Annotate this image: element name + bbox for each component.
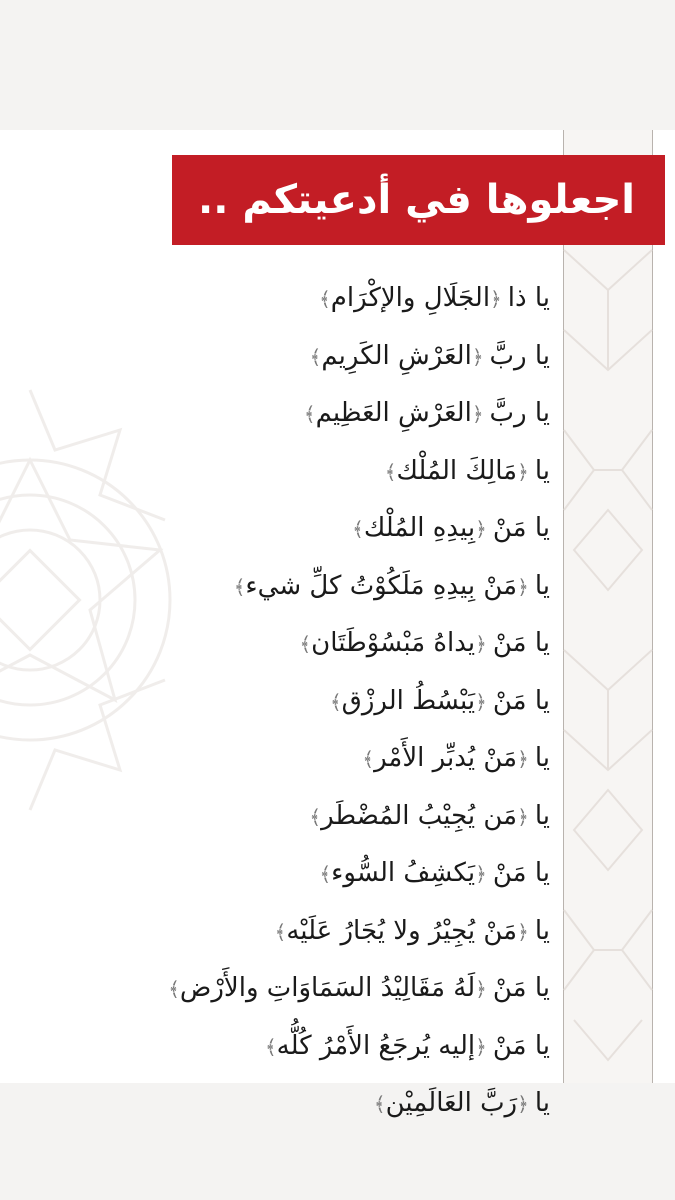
ornate-bracket-open-icon: ﴿ bbox=[475, 862, 487, 886]
supplication-prefix: يا ربَّ bbox=[489, 398, 550, 428]
supplication-phrase: العَرْشِ العَظِيم bbox=[315, 398, 472, 428]
supplication-phrase: يداهُ مَبْسُوْطَتَان bbox=[311, 628, 476, 658]
ornate-bracket-open-icon: ﴿ bbox=[490, 287, 502, 311]
supplication-phrase: إليه يُرجَعُ الأَمْرُ كُلُّه bbox=[276, 1030, 476, 1061]
ornate-bracket-open-icon: ﴿ bbox=[475, 1034, 487, 1059]
supplication-prefix: يا bbox=[534, 570, 550, 601]
supplication-prefix: يا bbox=[534, 1088, 550, 1118]
supplication-prefix: يا مَنْ bbox=[492, 685, 550, 716]
supplication-phrase: الجَلَالِ والإكْرَام bbox=[330, 283, 491, 313]
ornate-bracket-close-icon: ﴾ bbox=[274, 919, 287, 944]
supplication-prefix: يا bbox=[534, 743, 550, 773]
ornate-bracket-close-icon: ﴾ bbox=[319, 862, 332, 886]
supplication-line bbox=[100, 1075, 550, 1133]
ornate-bracket-close-icon: ﴾ bbox=[373, 1092, 386, 1116]
supplication-prefix: يا مَنْ bbox=[492, 858, 550, 888]
ornate-bracket-open-icon: ﴿ bbox=[517, 574, 529, 599]
ornate-bracket-open-icon: ﴿ bbox=[475, 517, 487, 541]
supplication-line bbox=[100, 673, 550, 731]
supplication-phrase: مَنْ يُجِيْرُ ولا يُجَارُ عَلَيْه bbox=[286, 915, 518, 946]
ornate-bracket-open-icon: ﴿ bbox=[517, 1092, 529, 1116]
banner-title: اجعلوها في أدعيتكم .. bbox=[198, 177, 635, 223]
ornate-bracket-close-icon: ﴾ bbox=[319, 287, 331, 311]
ornate-bracket-close-icon: ﴾ bbox=[168, 977, 180, 1001]
ornate-bracket-close-icon: ﴾ bbox=[264, 1034, 277, 1059]
supplication-prefix: يا مَنْ bbox=[492, 628, 550, 658]
supplication-list bbox=[100, 270, 550, 1133]
supplication-line bbox=[100, 443, 550, 501]
ornate-bracket-open-icon: ﴿ bbox=[471, 344, 484, 369]
supplication-line bbox=[100, 500, 550, 558]
ornate-bracket-open-icon: ﴿ bbox=[475, 977, 487, 1001]
ornate-bracket-close-icon: ﴾ bbox=[362, 747, 375, 771]
supplication-line bbox=[100, 615, 550, 673]
supplication-phrase: يَكشِفُ السُّوء bbox=[331, 858, 476, 888]
supplication-phrase: لَهُ مَقَالِيْدُ السَمَاوَاتِ والأَرْض bbox=[179, 973, 476, 1003]
ornate-bracket-close-icon: ﴾ bbox=[329, 689, 342, 714]
ornate-bracket-open-icon: ﴿ bbox=[517, 459, 529, 484]
ornate-bracket-close-icon: ﴾ bbox=[299, 632, 312, 656]
supplication-phrase: العَرْشِ الكَرِيم bbox=[321, 340, 472, 371]
ornate-bracket-open-icon: ﴿ bbox=[471, 402, 484, 426]
supplication-line bbox=[100, 845, 550, 903]
ornate-bracket-close-icon: ﴾ bbox=[233, 574, 246, 599]
supplication-phrase: يَبْسُطُ الرزْق bbox=[341, 685, 476, 716]
supplication-prefix: يا bbox=[534, 800, 550, 831]
ornate-bracket-open-icon: ﴿ bbox=[517, 747, 529, 771]
dua-card bbox=[0, 130, 675, 1118]
ornate-bracket-close-icon: ﴾ bbox=[384, 459, 397, 484]
ornate-bracket-open-icon: ﴿ bbox=[517, 804, 529, 829]
ornate-bracket-close-icon: ﴾ bbox=[303, 402, 316, 426]
ornate-bracket-close-icon: ﴾ bbox=[309, 804, 322, 829]
ornate-bracket-close-icon: ﴾ bbox=[352, 517, 364, 541]
ornate-bracket-open-icon: ﴿ bbox=[475, 689, 487, 714]
supplication-phrase: بِيدِهِ المُلْك bbox=[363, 513, 476, 543]
supplication-line bbox=[100, 328, 550, 386]
supplication-phrase: مَن يُجِيْبُ المُضْطَر bbox=[321, 800, 518, 831]
supplication-line bbox=[100, 270, 550, 328]
supplication-prefix: يا مَنْ bbox=[492, 973, 550, 1003]
supplication-line bbox=[100, 960, 550, 1018]
supplication-prefix: يا ربَّ bbox=[489, 340, 550, 371]
decorative-side-strip bbox=[563, 130, 653, 1083]
supplication-line bbox=[100, 788, 550, 846]
supplication-line bbox=[100, 1018, 550, 1076]
supplication-phrase: مَنْ بِيدِهِ مَلَكُوْتُ كلِّ شيء bbox=[245, 570, 518, 601]
supplication-prefix: يا ذا bbox=[507, 283, 550, 313]
supplication-prefix: يا مَنْ bbox=[492, 513, 550, 543]
supplication-prefix: يا bbox=[534, 455, 550, 486]
ornate-bracket-open-icon: ﴿ bbox=[517, 919, 529, 944]
supplication-prefix: يا مَنْ bbox=[492, 1030, 550, 1061]
ornate-bracket-open-icon: ﴿ bbox=[475, 632, 487, 656]
supplication-phrase: مَالِكَ المُلْك bbox=[396, 455, 518, 486]
title-banner bbox=[172, 155, 665, 245]
supplication-line bbox=[100, 903, 550, 961]
supplication-line bbox=[100, 730, 550, 788]
ornate-bracket-close-icon: ﴾ bbox=[309, 344, 322, 369]
supplication-phrase: رَبَّ العَالَمِيْن bbox=[385, 1088, 518, 1118]
supplication-line bbox=[100, 385, 550, 443]
supplication-line bbox=[100, 558, 550, 616]
supplication-phrase: مَنْ يُدبِّر الأَمْر bbox=[374, 743, 518, 773]
supplication-prefix: يا bbox=[534, 915, 550, 946]
